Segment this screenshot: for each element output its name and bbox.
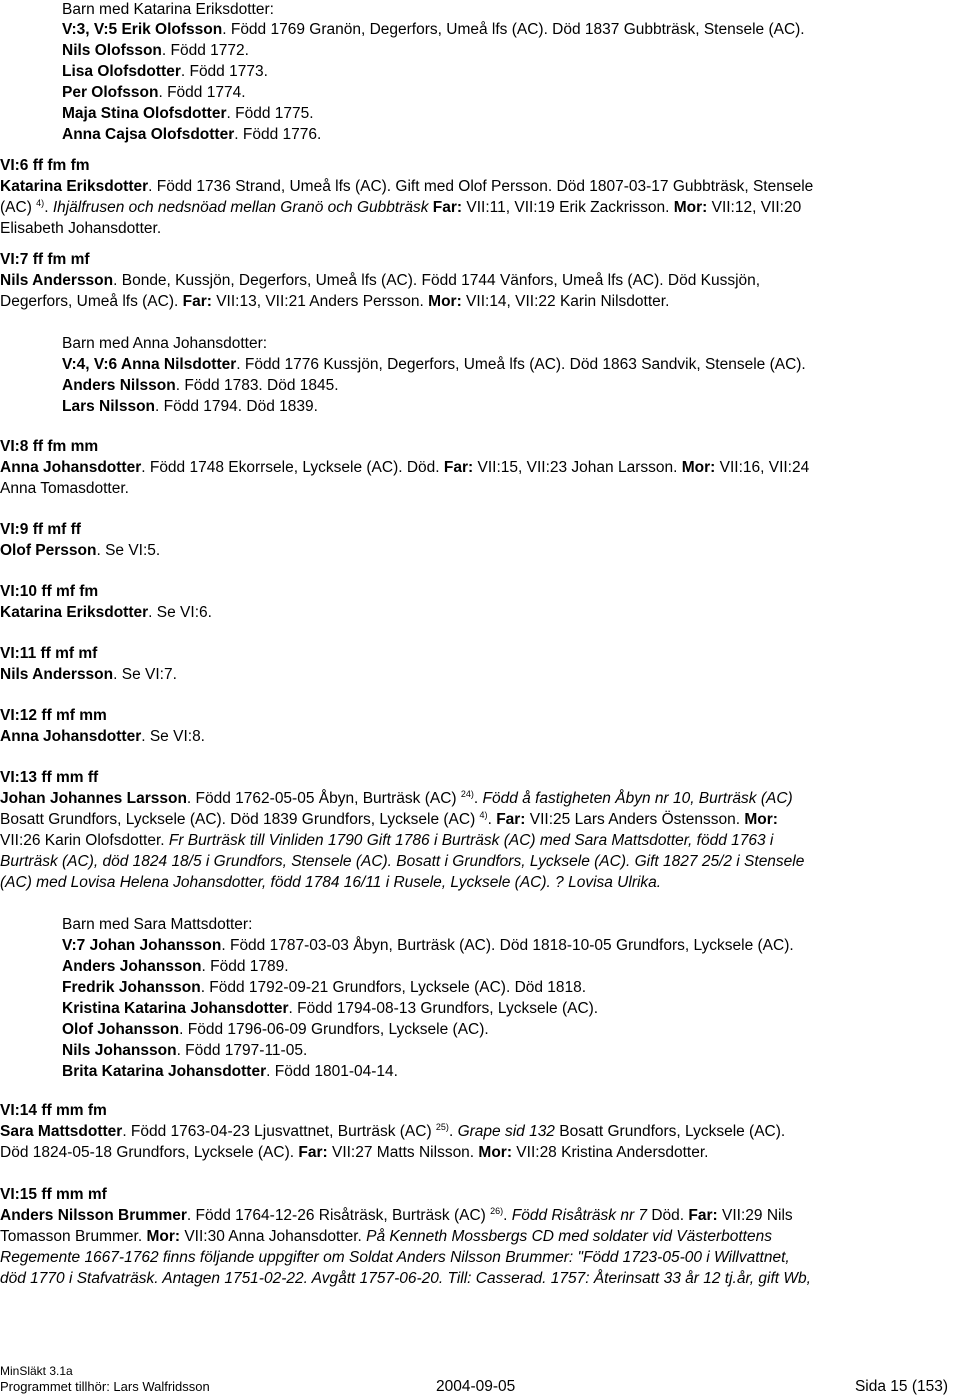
bold-text: Sara Mattsdotter [0, 1123, 123, 1140]
text-run: . Född 1794-08-13 Grundfors, Lycksele (AC). [288, 1000, 599, 1017]
text-line [0, 1248, 960, 1268]
bold-text: Far: [443, 459, 474, 476]
text-run: . Född 1748 Ekorrsele, Lycksele (AC). Död. [141, 459, 444, 476]
bold-text: Nils Johansson [62, 1042, 177, 1059]
text-line [0, 541, 960, 561]
bold-text: Per Olofsson [62, 84, 159, 101]
text-run: . Se VI:6. [148, 604, 212, 621]
text-run: VII:29 Nils [717, 1207, 793, 1224]
text-line [0, 1206, 960, 1226]
text-run: . Född 1794. Död 1839. [155, 398, 318, 415]
bold-text: Mor: [681, 459, 716, 476]
text-run: . Se VI:8. [141, 728, 205, 745]
bold-text: VI:14 ff mm fm [0, 1102, 107, 1119]
bold-text: VI:15 ff mm mf [0, 1186, 107, 1203]
italic-text: (AC) med Lovisa Helena Johansdotter, född 1784 16/11 i Rusele, Lycksele (AC). ? Lovisa Ulrika. [0, 874, 662, 891]
bold-text: Far: [298, 1144, 328, 1161]
footnote-ref: 26) [490, 1206, 504, 1216]
text-run: . Född 1774. [158, 84, 246, 101]
text-line [62, 1020, 960, 1040]
text-run: . Född 1773. [180, 63, 268, 80]
text-line [0, 852, 960, 872]
bold-text: V:7 Johan Johansson [62, 937, 222, 954]
text-run: Anna Tomasdotter. [0, 480, 129, 497]
text-run: VII:30 Anna Johansdotter. [180, 1228, 367, 1245]
text-line [0, 768, 960, 788]
italic-text: Född Risåträsk nr 7 [511, 1207, 648, 1224]
italic-text: Regemente 1667-1762 finns följande uppgifter om Soldat Anders Nilsson Brummer: "Född 1723-05-00 i Willvattnet, [0, 1249, 790, 1266]
text-run: . [487, 811, 497, 828]
text-line [62, 0, 960, 20]
bold-text: Nils Andersson [0, 272, 114, 289]
footer-program: MinSläkt 3.1a [0, 1364, 73, 1378]
bold-text: Katarina Eriksdotter [0, 604, 149, 621]
text-run: Död. [647, 1207, 689, 1224]
bold-text: Far: [432, 199, 463, 216]
text-run: Tomasson Brummer. [0, 1228, 147, 1245]
text-line [0, 727, 960, 747]
footer-owner: Programmet tillhör: Lars Walfridsson [0, 1379, 210, 1394]
text-run: Barn med Katarina Eriksdotter: [62, 1, 274, 18]
text-line [0, 177, 960, 197]
text-line [62, 397, 960, 417]
bold-text: Olof Persson [0, 542, 97, 559]
text-run: Död 1824-05-18 Grundfors, Lycksele (AC). [0, 1144, 299, 1161]
bold-text: Far: [496, 811, 526, 828]
text-run: . Född 1769 Granön, Degerfors, Umeå lfs (AC). Död 1837 Gubbträsk, Stensele (AC). [222, 21, 805, 38]
text-run: . [44, 199, 53, 216]
bold-text: Nils Olofsson [62, 42, 162, 59]
text-line [0, 1269, 960, 1289]
text-line [0, 1101, 960, 1121]
italic-text: Ihjälfrusen och nedsnöad mellan Granö och Gubbträsk [52, 199, 429, 216]
text-line [62, 355, 960, 375]
bold-text: Anders Nilsson [62, 377, 176, 394]
text-run: . [473, 790, 483, 807]
text-line [0, 250, 960, 270]
bold-text: Mor: [673, 199, 708, 216]
footer-page-number: Sida 15 (153) [854, 1378, 948, 1395]
text-line [62, 957, 960, 977]
text-line [62, 334, 960, 354]
italic-text: Burträsk (AC), död 1824 18/5 i Grundfors, Stensele (AC). Bosatt i Grundfors, Lycksele (AC). Gift 1827 25/2 i Stensele [0, 853, 805, 870]
text-run: . Född 1783. Död 1845. [175, 377, 339, 394]
bold-text: Mor: [146, 1228, 181, 1245]
text-line [0, 810, 960, 830]
text-run: Degerfors, Umeå lfs (AC). [0, 293, 183, 310]
text-line [0, 479, 960, 499]
text-line [62, 376, 960, 396]
text-line [0, 458, 960, 478]
text-line [0, 665, 960, 685]
text-line [0, 603, 960, 623]
bold-text: VI:9 ff mf ff [0, 521, 81, 538]
footnote-ref: 4) [36, 198, 45, 208]
bold-text: Anna Johansdotter [0, 728, 142, 745]
text-run: VII:14, VII:22 Karin Nilsdotter. [461, 293, 670, 310]
text-run: . Född 1776. [234, 126, 322, 143]
bold-text: Lisa Olofsdotter [62, 63, 181, 80]
footnote-ref: 4) [479, 810, 488, 820]
text-run: VII:16, VII:24 [715, 459, 810, 476]
text-line [62, 125, 960, 145]
bold-text: Maja Stina Olofsdotter [62, 105, 227, 122]
text-line [0, 706, 960, 726]
text-line [62, 104, 960, 124]
text-line [0, 873, 960, 893]
text-line [62, 936, 960, 956]
text-line [62, 62, 960, 82]
text-line [0, 1227, 960, 1247]
text-line [0, 271, 960, 291]
bold-text: Mor: [428, 293, 462, 310]
bold-text: Anna Cajsa Olofsdotter [62, 126, 235, 143]
bold-text: VI:11 ff mf mf [0, 645, 98, 662]
bold-text: VI:6 ff fm fm [0, 157, 90, 174]
text-line [0, 1122, 960, 1142]
bold-text: V:3, V:5 Erik Olofsson [62, 21, 223, 38]
text-line [62, 83, 960, 103]
bold-text: VI:10 ff mf fm [0, 583, 99, 600]
bold-text: Brita Katarina Johansdotter [62, 1063, 267, 1080]
text-run: . Se VI:5. [96, 542, 161, 559]
text-line [62, 20, 960, 40]
text-line [0, 219, 960, 239]
italic-text: På Kenneth Mossbergs CD med soldater vid Västerbottens [366, 1228, 772, 1245]
text-run: Bosatt Grundfors, Lycksele (AC). [554, 1123, 786, 1140]
bold-text: Mor: [478, 1144, 512, 1161]
text-line [0, 198, 960, 218]
text-run: . [448, 1123, 458, 1140]
bold-text: Johan Johannes Larsson [0, 790, 187, 807]
text-run: Barn med Sara Mattsdotter: [62, 916, 253, 933]
bold-text: Anna Johansdotter [0, 459, 142, 476]
text-line [0, 1185, 960, 1205]
bold-text: Lars Nilsson [62, 398, 156, 415]
bold-text: Fredrik Johansson [62, 979, 201, 996]
text-run: . Född 1764-12-26 Risåträsk, Burträsk (AC) [186, 1207, 491, 1224]
footnote-ref: 25) [435, 1122, 449, 1132]
bold-text: Katarina Eriksdotter [0, 178, 149, 195]
bold-text: Far: [182, 293, 212, 310]
text-run: Bosatt Grundfors, Lycksele (AC). Död 1839 Grundfors, Lycksele (AC) [0, 811, 480, 828]
text-line [62, 1062, 960, 1082]
text-line [62, 978, 960, 998]
text-line [0, 644, 960, 664]
text-run: VII:13, VII:21 Anders Persson. [211, 293, 429, 310]
text-line [0, 156, 960, 176]
bold-text: VI:13 ff mm ff [0, 769, 99, 786]
text-run: . [503, 1207, 512, 1224]
italic-text: Fr Burträsk till Vinliden 1790 Gift 1786 i Burträsk (AC) med Sara Mattsdotter, född 1763 i [168, 832, 774, 849]
footnote-ref: 24) [460, 789, 474, 799]
text-run: . Född 1787-03-03 Åbyn, Burträsk (AC). Död 1818-10-05 Grundfors, Lycksele (AC). [221, 937, 794, 954]
text-line [62, 1041, 960, 1061]
text-run: VII:12, VII:20 [707, 199, 802, 216]
text-run: (AC) [0, 199, 37, 216]
text-line [0, 437, 960, 457]
text-line [62, 999, 960, 1019]
text-run: . Född 1762-05-05 Åbyn, Burträsk (AC) [186, 790, 461, 807]
bold-text: VI:12 ff mf mm [0, 707, 107, 724]
italic-text: Grape sid 132 [457, 1123, 555, 1140]
text-run: VII:28 Kristina Andersdotter. [512, 1144, 709, 1161]
text-run: . Född 1796-06-09 Grundfors, Lycksele (AC). [179, 1021, 489, 1038]
text-run: . Född 1763-04-23 Ljusvattnet, Burträsk (AC) [122, 1123, 436, 1140]
text-run: Barn med Anna Johansdotter: [62, 335, 268, 352]
text-line [0, 1143, 960, 1163]
text-run: VII:26 Karin Olofsdotter. [0, 832, 169, 849]
bold-text: Nils Andersson [0, 666, 114, 683]
text-run: VII:25 Lars Anders Östensson. [525, 811, 745, 828]
bold-text: Anders Johansson [62, 958, 202, 975]
bold-text: Anders Nilsson Brummer [0, 1207, 187, 1224]
bold-text: Kristina Katarina Johansdotter [62, 1000, 289, 1017]
text-run: . Född 1789. [201, 958, 289, 975]
bold-text: VI:7 ff fm mf [0, 251, 90, 268]
text-line [0, 789, 960, 809]
text-run: . Född 1775. [226, 105, 314, 122]
bold-text: Olof Johansson [62, 1021, 180, 1038]
text-run: VII:11, VII:19 Erik Zackrisson. [462, 199, 674, 216]
text-line [0, 831, 960, 851]
text-run: . Bonde, Kussjön, Degerfors, Umeå lfs (AC). Född 1744 Vänfors, Umeå lfs (AC). Död Kussjön, [113, 272, 761, 289]
italic-text: död 1770 i Stafvaträsk. Antagen 1751-02-22. Avgått 1757-06-20. Till: Casserad. 1757: Återinsatt 33 år 12 tj.år, gift Wb, [0, 1270, 811, 1287]
footer-date: 2004-09-05 [436, 1378, 516, 1395]
text-line [62, 41, 960, 61]
text-run: . Född 1776 Kussjön, Degerfors, Umeå lfs (AC). Död 1863 Sandvik, Stensele (AC). [236, 356, 806, 373]
text-run: . Se VI:7. [113, 666, 177, 683]
text-line [0, 582, 960, 602]
italic-text: Född å fastigheten Åbyn nr 10, Burträsk (AC) [482, 790, 793, 807]
bold-text: Far: [688, 1207, 718, 1224]
text-line [0, 520, 960, 540]
text-run: VII:15, VII:23 Johan Larsson. [473, 459, 682, 476]
text-line [0, 292, 960, 312]
text-run: . Född 1736 Strand, Umeå lfs (AC). Gift med Olof Persson. Död 1807-03-17 Gubbträsk, Stensele [148, 178, 814, 195]
text-run: . Född 1772. [161, 42, 249, 59]
text-line [62, 915, 960, 935]
bold-text: VI:8 ff fm mm [0, 438, 99, 455]
bold-text: V:4, V:6 Anna Nilsdotter [62, 356, 237, 373]
text-run: Elisabeth Johansdotter. [0, 220, 162, 237]
text-run: VII:27 Matts Nilsson. [327, 1144, 479, 1161]
text-run: . Född 1792-09-21 Grundfors, Lycksele (AC). Död 1818. [200, 979, 587, 996]
text-run: . Född 1801-04-14. [266, 1063, 398, 1080]
text-run: . Född 1797-11-05. [176, 1042, 308, 1059]
bold-text: Mor: [744, 811, 778, 828]
